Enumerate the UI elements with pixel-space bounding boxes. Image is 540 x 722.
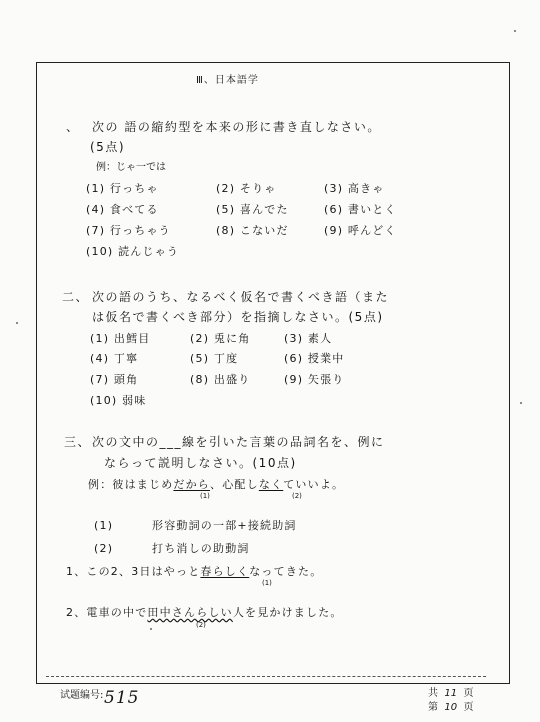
q1-item: (2) そりゃ bbox=[216, 182, 277, 195]
q1-item: (7) 行っちゃう bbox=[86, 224, 171, 237]
q2-item: (1) 出鱈目 bbox=[90, 332, 151, 345]
underline-marker: (1) bbox=[200, 492, 210, 500]
q2-item: (5) 丁度 bbox=[190, 352, 239, 365]
example-underlined-word: なく bbox=[258, 478, 284, 491]
q2-item: (7) 頭角 bbox=[90, 373, 139, 386]
exam-number-value: 515 bbox=[104, 688, 140, 708]
underline-marker: (1) bbox=[262, 579, 272, 587]
scan-speck bbox=[16, 322, 18, 324]
sentence-underlined-word: 春らしく bbox=[200, 565, 250, 578]
example-underlined-word: だから bbox=[173, 478, 211, 491]
q1-item: (4) 食べてる bbox=[86, 203, 159, 216]
total-pages: 共 11 页 bbox=[428, 688, 474, 699]
q2-item: (10) 弱味 bbox=[90, 394, 147, 407]
underline-marker: (2) bbox=[196, 621, 206, 629]
q1-item: (10) 読んじゃう bbox=[86, 245, 180, 258]
q1-item: (6) 書いとく bbox=[324, 203, 397, 216]
q3-instruction-line2: ならって説明しなさい。(10点) bbox=[104, 456, 297, 470]
q1-example: 例：じゃ一では bbox=[96, 162, 166, 173]
q2-instruction-line2: は仮名で書くべき部分）を指摘しなさい。(5点) bbox=[92, 310, 384, 324]
q1-item: (8) こないだ bbox=[216, 224, 289, 237]
section-title: Ⅲ、日本語学 bbox=[196, 75, 259, 86]
answer-number: (1) bbox=[94, 519, 114, 532]
q2-item: (9) 矢張り bbox=[284, 373, 345, 386]
q2-item: (8) 出盛り bbox=[190, 373, 251, 386]
answer-number: (2) bbox=[94, 542, 114, 555]
underline-marker: (2) bbox=[292, 492, 302, 500]
q2-item: (4) 丁寧 bbox=[90, 352, 139, 365]
q1-points: (5点) bbox=[90, 140, 125, 154]
q2-item: (6) 授業中 bbox=[284, 352, 345, 365]
scan-speck bbox=[520, 402, 522, 404]
current-page: 第 10 页 bbox=[428, 702, 474, 713]
q2-item: (3) 素人 bbox=[284, 332, 333, 345]
q1-item: (5) 喜んでた bbox=[216, 203, 289, 216]
exam-number-label: 试题编号: bbox=[60, 690, 104, 701]
q1-number: 、 bbox=[66, 120, 80, 134]
q3-number: 三、 bbox=[64, 435, 92, 449]
answer-text: 打ち消しの助動詞 bbox=[152, 542, 250, 555]
answer-text: 形容動詞の一部+接続助詞 bbox=[152, 519, 297, 532]
footer-divider bbox=[46, 676, 486, 677]
q3-sentence-2: 2、電車の中で田中さんらしい人を見かけました。 bbox=[66, 606, 343, 619]
scan-speck bbox=[514, 30, 516, 32]
q3-sentence-1: 1、この2、3日はやっと春らしくなってきた。 bbox=[66, 565, 323, 578]
q3-instruction-line1: 次の文中の___線を引いた言葉の品詞名を、例に bbox=[92, 435, 385, 449]
scan-speck bbox=[150, 628, 152, 630]
q2-number: 二、 bbox=[62, 290, 90, 304]
sentence-underlined-word: 田中さんらしい bbox=[147, 606, 233, 619]
q3-example-sentence: 例：彼はまじめだから、心配しなくていいよ。 bbox=[88, 478, 345, 491]
q1-instruction: 次の 語の縮約型を本来の形に書き直しなさい。 bbox=[92, 120, 381, 134]
q1-item: (1) 行っちゃ bbox=[86, 182, 159, 195]
q1-item: (9) 呼んどく bbox=[324, 224, 397, 237]
q1-item: (3) 高きゃ bbox=[324, 182, 385, 195]
q2-instruction-line1: 次の語のうち、なるべく仮名で書くべき語（また bbox=[92, 290, 390, 304]
q2-item: (2) 兎に角 bbox=[190, 332, 251, 345]
